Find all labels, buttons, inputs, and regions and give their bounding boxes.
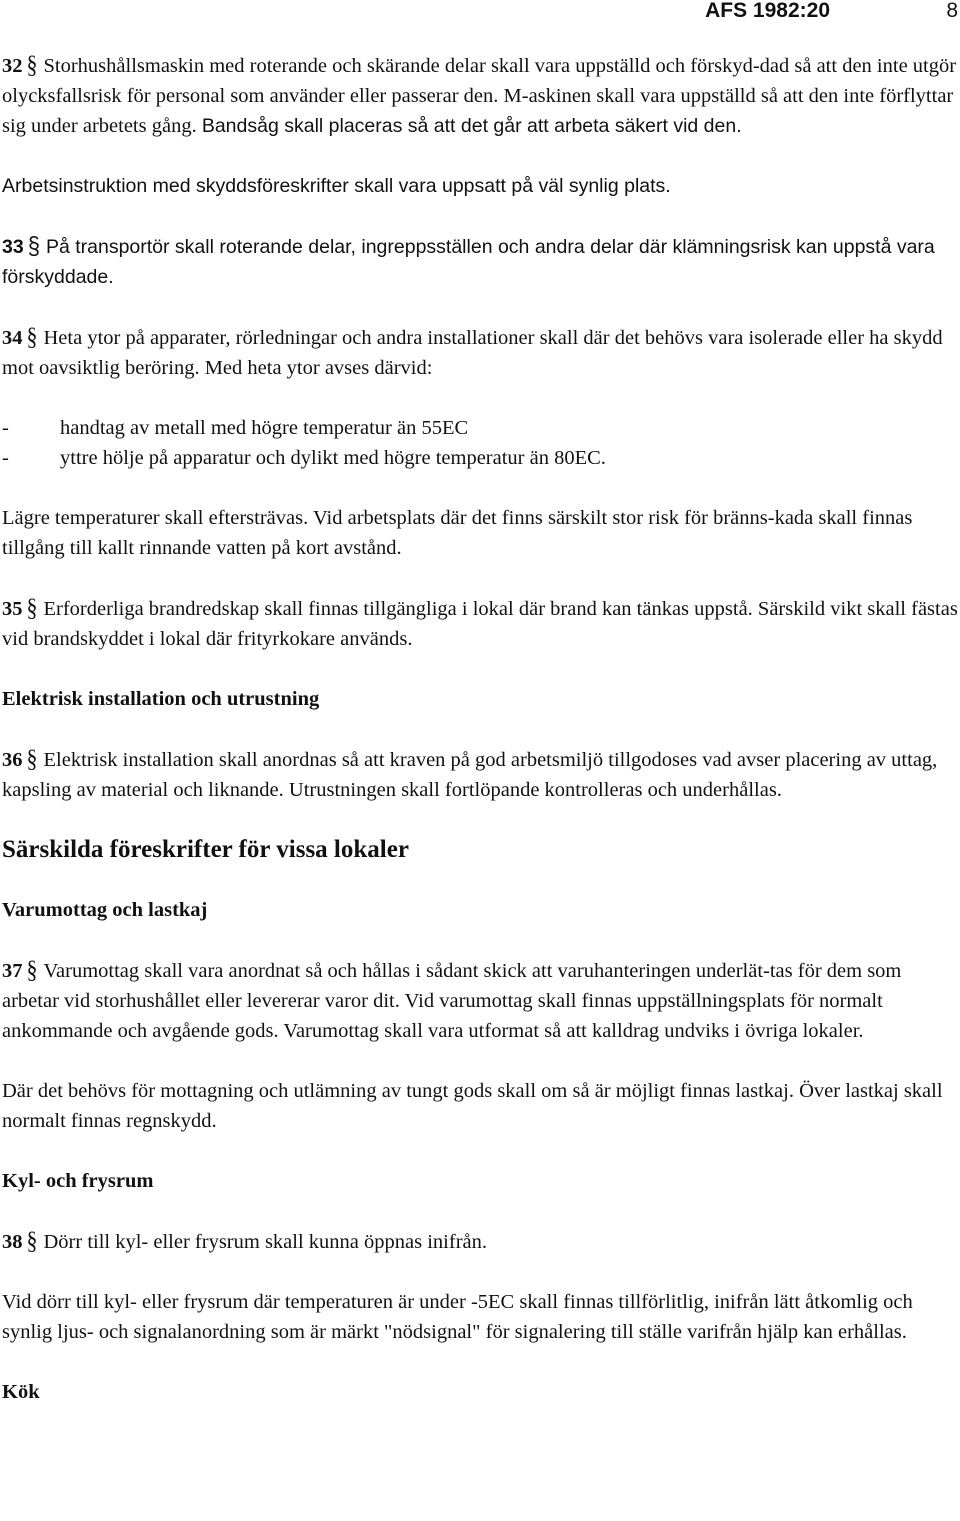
paragraph-38-continued: Vid dörr till kyl- eller frysrum där temperaturen är under -5EC skall finnas tillförlitlig, inifrån lätt åtkomlig och synlig ljus- och signalanordning som är märkt "nödsignal" för signalering till ställe varifrån hjälp kan erhållas. (2, 1291, 913, 1343)
paragraph-text: Heta ytor på apparater, rörledningar och andra installationer skall där det behövs vara isolerade eller ha skydd mot oavsiktlig beröring. Med heta ytor avses därvid: (2, 327, 943, 379)
heading-cold-rooms: Kyl- och frysrum (2, 1170, 154, 1192)
paragraph-text: Storhushållsmaskin med roterande och skärande delar skall vara uppställd och förskyd-dad så att den inte utgör olycksfallsrisk för personal som använder eller passerar den. M-askinen skall vara uppställd så att den inte förflyttar sig under arbetets gång. (2, 55, 957, 137)
paragraph-36 (2, 744, 958, 805)
hot-surface-list (2, 413, 958, 473)
paragraph-number: 32 (2, 55, 23, 77)
paragraph-number: 36 (2, 749, 23, 771)
paragraph-text: Varumottag skall vara anordnat så och hållas i sådant skick att varuhanteringen underlät-tas för dem som arbetar vid storhushållet eller levererar varor dit. Vid varumottag skall finnas uppställningsplats för normalt ankommande och avgående gods. Varumottag skall vara utformat så att kalldrag undviks i övriga lokaler. (2, 960, 902, 1042)
heading-goods-reception: Varumottag och lastkaj (2, 899, 208, 921)
dash-bullet: - (2, 417, 9, 439)
paragraph-34-continued: Lägre temperaturer skall eftersträvas. Vid arbetsplats där det finns särskilt stor risk för bränns-kada skall finnas tillgång till kallt rinnande vatten på kort avstånd. (2, 507, 913, 559)
paragraph-text: Dörr till kyl- eller frysrum skall kunna öppnas inifrån. (43, 1231, 487, 1253)
paragraph-number: 33 (2, 236, 24, 258)
paragraph-number: 38 (2, 1231, 23, 1253)
section-sign-icon: § (26, 955, 38, 984)
list-item-text: yttre hölje på apparatur och dylikt med högre temperatur än 80EC. (60, 447, 606, 469)
paragraph-number: 35 (2, 598, 23, 620)
section-sign-icon: § (27, 231, 40, 260)
paragraph-32 (2, 50, 958, 141)
paragraph-number: 37 (2, 960, 23, 982)
heading-special-regulations: Särskilda föreskrifter för vissa lokaler (2, 836, 409, 863)
list-item (2, 413, 958, 443)
paragraph-35 (2, 593, 958, 654)
paragraph-text: Erforderliga brandredskap skall finnas tillgängliga i lokal där brand kan tänkas uppstå. Särskild vikt skall fästas vid brandskyddet i lokal där frityrkokare används. (2, 598, 958, 650)
paragraph-37 (2, 955, 958, 1046)
paragraph-text: Elektrisk installation skall anordnas så att kraven på god arbetsmiljö tillgodoses vad avser placering av uttag, kapsling av material och liknande. Utrustningen skall fortlöpande kontrolleras och underhållas. (2, 749, 938, 801)
section-sign-icon: § (26, 50, 38, 79)
paragraph-33 (2, 231, 958, 292)
page-header (0, 0, 960, 32)
paragraph-32-instruction: Arbetsinstruktion med skyddsföreskrifter skall vara uppsatt på väl synlig plats. (2, 175, 671, 197)
list-item-text: handtag av metall med högre temperatur än 55EC (60, 417, 469, 439)
paragraph-number: 34 (2, 327, 23, 349)
paragraph-text: På transportör skall roterande delar, ingreppsställen och andra delar där klämningsrisk kan uppstå vara förskyddade. (2, 236, 935, 288)
document-reference: AFS 1982:20 (705, 0, 830, 22)
heading-kitchen: Kök (2, 1381, 40, 1403)
list-item (2, 443, 958, 473)
section-sign-icon: § (26, 322, 38, 351)
dash-bullet: - (2, 447, 9, 469)
document-body (2, 50, 958, 1437)
paragraph-37-continued: Där det behövs för mottagning och utlämning av tungt gods skall om så är möjligt finnas lastkaj. Över lastkaj skall normalt finnas regnskydd. (2, 1080, 943, 1132)
section-sign-icon: § (26, 744, 38, 773)
paragraph-38 (2, 1226, 958, 1257)
page-number: 8 (946, 0, 958, 22)
section-sign-icon: § (26, 1226, 38, 1255)
heading-electrical-installation: Elektrisk installation och utrustning (2, 688, 320, 710)
section-sign-icon: § (26, 593, 38, 622)
paragraph-text-continued: Bandsåg skall placeras så att det går att arbeta säkert vid den. (201, 115, 742, 137)
paragraph-34 (2, 322, 958, 383)
